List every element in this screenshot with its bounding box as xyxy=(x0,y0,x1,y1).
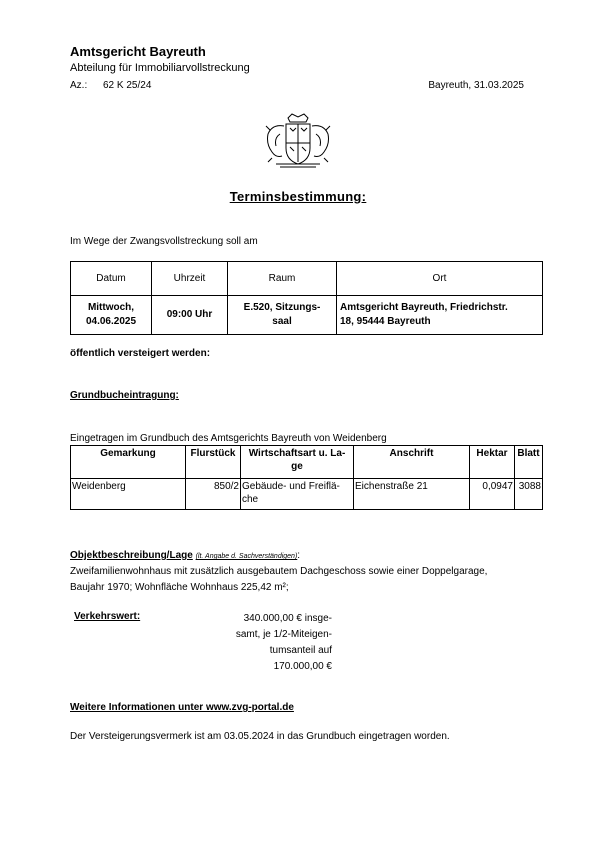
column-header-hektar: Hektar xyxy=(470,446,515,479)
column-header-date: Datum xyxy=(71,262,152,296)
auction-date-table xyxy=(70,261,543,335)
land-register-table xyxy=(70,445,543,510)
column-header-blatt: Blatt xyxy=(515,446,543,479)
land-register-heading: Grundbucheintragung: xyxy=(70,390,179,401)
file-number: 62 K 25/24 xyxy=(103,80,152,91)
gemarkung-cell: Weidenberg xyxy=(71,479,186,510)
file-number-label: Az.: xyxy=(70,80,88,91)
blatt-cell: 3088 xyxy=(515,479,543,510)
column-header-flurstueck: Flurstück xyxy=(186,446,241,479)
column-header-anschrift: Anschrift xyxy=(354,446,470,479)
wirtschaftsart-cell: Gebäude- und Freiflä- che xyxy=(241,479,354,510)
table-header-row xyxy=(71,262,543,296)
object-description: Zweifamilienwohnhaus mit zusätzlich ausgebautem Dachgeschoss sowie einer Doppelgarage, Baujahr 1970; Wohnfläche Wohnhaus 225,42 m²; xyxy=(70,566,488,593)
court-name: Amtsgericht Bayreuth xyxy=(70,44,206,59)
table-row xyxy=(71,296,543,335)
expert-note: (lt. Angabe d. Sachverständigen) xyxy=(195,553,298,560)
land-register-intro: Eingetragen im Grundbuch des Amtsgerichts Bayreuth von Weidenberg xyxy=(70,433,387,444)
hektar-cell: 0,0947 xyxy=(470,479,515,510)
anschrift-cell: Eichenstraße 21 xyxy=(354,479,470,510)
flurstueck-cell: 850/2 xyxy=(186,479,241,510)
time-cell: 09:00 Uhr xyxy=(152,296,228,335)
footer-note: Der Versteigerungsvermerk ist am 03.05.2024 in das Grundbuch eingetragen worden. xyxy=(70,731,450,742)
column-header-time: Uhrzeit xyxy=(152,262,228,296)
room-cell: E.520, Sitzungs- saal xyxy=(228,296,337,335)
place-date: Bayreuth, 31.03.2025 xyxy=(428,80,524,91)
auction-statement: öffentlich versteigert werden: xyxy=(70,348,211,359)
intro-text: Im Wege der Zwangsvollstreckung soll am xyxy=(70,236,258,247)
column-header-location: Ort xyxy=(337,262,543,296)
location-cell: Amtsgericht Bayreuth, Friedrichstr. 18, 95444 Bayreuth xyxy=(337,296,543,335)
object-description-heading: Objektbeschreibung/Lage (lt. Angabe d. Sachverständigen): xyxy=(70,550,301,561)
market-value-label: Verkehrswert: xyxy=(74,611,141,622)
market-value: 340.000,00 € insge- samt, je 1/2-Miteigen- tumsanteil auf 170.000,00 € xyxy=(235,613,332,672)
table-header-row xyxy=(71,446,543,479)
column-header-room: Raum xyxy=(228,262,337,296)
more-info-link[interactable]: Weitere Informationen unter www.zvg-portal.de xyxy=(70,702,294,713)
column-header-wirtschaftsart: Wirtschaftsart u. La- ge xyxy=(241,446,354,479)
column-header-gemarkung: Gemarkung xyxy=(71,446,186,479)
date-cell: Mittwoch, 04.06.2025 xyxy=(71,296,152,335)
table-row xyxy=(71,479,543,510)
document-title: Terminsbestimmung: xyxy=(229,189,367,204)
bavarian-coat-of-arms-icon xyxy=(262,112,334,170)
department: Abteilung für Immobiliarvollstreckung xyxy=(70,62,250,74)
